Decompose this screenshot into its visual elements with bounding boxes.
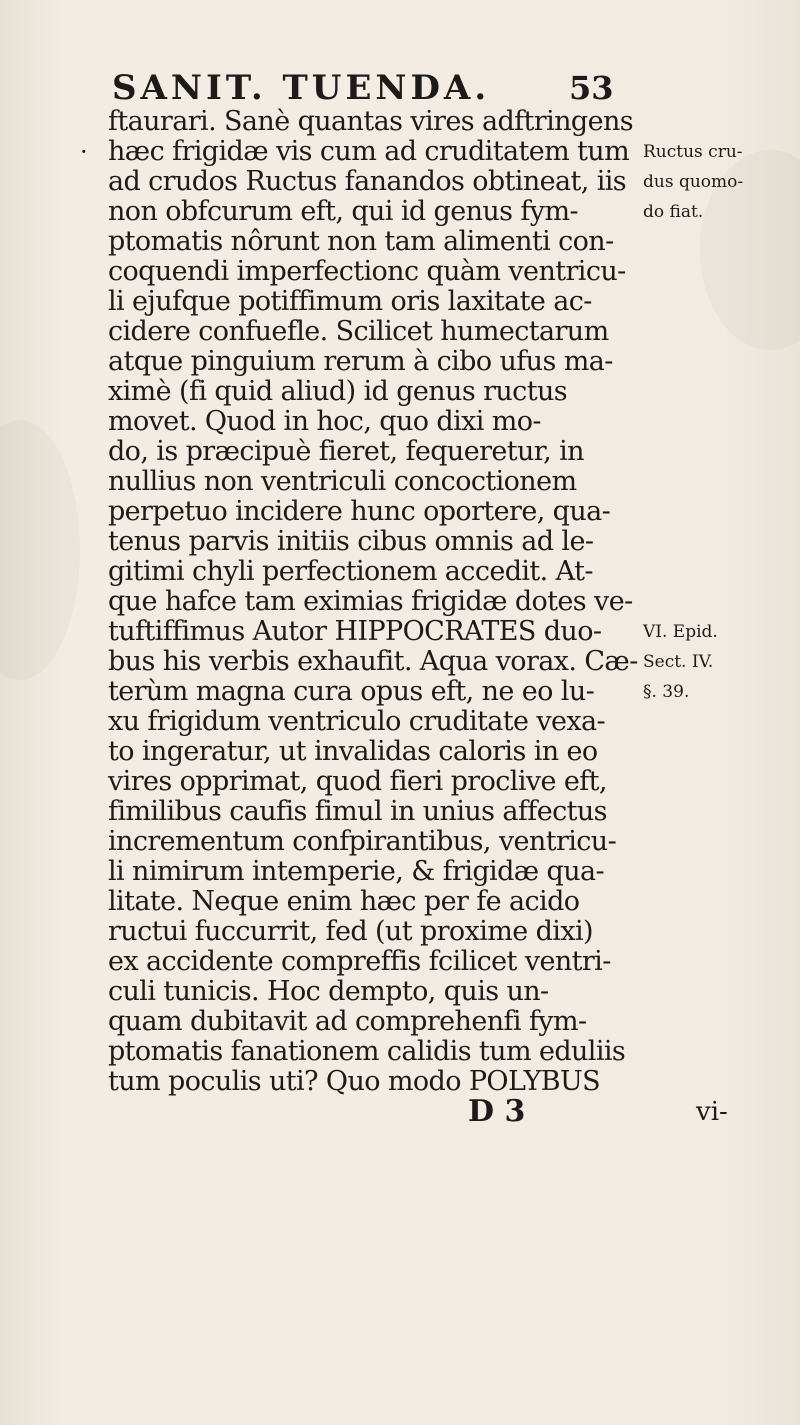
text-line: hæc frigidæ vis cum ad cruditatem tum — [108, 136, 630, 167]
text-line: bus his verbis exhaufit. Aqua vorax. Cæ- — [108, 646, 638, 677]
text-line: ximè (fi quid aliud) id genus ructus — [108, 376, 567, 407]
text-line: fimilibus caufis fimul in unius affectus — [108, 796, 607, 827]
margin-note: do fiat. — [643, 202, 704, 222]
margin-note: dus quomo- — [643, 172, 744, 192]
running-head: SANIT. TUENDA. — [112, 68, 491, 108]
text-line: xu frigidum ventriculo cruditate vexa- — [108, 706, 606, 737]
text-line: nullius non ventriculi concoctionem — [108, 466, 577, 497]
text-line: incrementum confpirantibus, ventricu- — [108, 826, 617, 857]
paper-stain — [0, 420, 80, 680]
margin-note: Sect. IV. — [643, 652, 714, 672]
catchword: vi- — [696, 1097, 728, 1127]
text-line: do, is præcipuè fieret, fequeretur, in — [108, 436, 584, 467]
left-margin-mark: · — [80, 138, 88, 166]
text-line: li ejufque potiffimum oris laxitate ac- — [108, 286, 592, 317]
text-line: gitimi chyli perfectionem accedit. At- — [108, 556, 593, 587]
text-line: coquendi imperfectionc quàm ventricu- — [108, 256, 626, 287]
text-line: ex accidente compreffis fcilicet ventri- — [108, 946, 611, 977]
text-line: non obfcurum eft, qui id genus fym- — [108, 196, 578, 227]
margin-note: Ructus cru- — [643, 142, 743, 162]
margin-note: VI. Epid. — [643, 622, 718, 642]
text-line: vires opprimat, quod fieri proclive eft, — [108, 766, 607, 797]
page-footer — [108, 1094, 728, 1129]
text-line: to ingeratur, ut invalidas caloris in eo — [108, 736, 598, 767]
text-line: atque pinguium rerum à cibo ufus ma- — [108, 346, 613, 377]
text-line: quam dubitavit ad comprehenfi fym- — [108, 1006, 587, 1037]
text-line: terùm magna cura opus eft, ne eo lu- — [108, 676, 595, 707]
text-line: que hafce tam eximias frigidæ dotes ve- — [108, 586, 633, 617]
text-line: ructui fuccurrit, fed (ut proxime dixi) — [108, 916, 593, 947]
text-line: ftaurari. Sanè quantas vires adftringens — [108, 106, 634, 137]
page-header — [0, 64, 800, 112]
text-line: li nimirum intemperie, & frigidæ qua- — [108, 856, 605, 887]
text-line: ptomatis nôrunt non tam alimenti con- — [108, 226, 614, 257]
text-line: tenus parvis initiis cibus omnis ad le- — [108, 526, 594, 557]
text-line: movet. Quod in hoc, quo dixi mo- — [108, 406, 541, 437]
text-line: perpetuo incidere hunc oportere, qua- — [108, 496, 611, 527]
text-line: ptomatis fanationem calidis tum eduliis — [108, 1036, 626, 1067]
text-line: litate. Neque enim hæc per fe acido — [108, 886, 580, 917]
text-line: culi tunicis. Hoc dempto, quis un- — [108, 976, 549, 1007]
margin-note: §. 39. — [643, 682, 690, 702]
text-line: cidere confuefle. Scilicet humectarum — [108, 316, 609, 347]
page-number: 53 — [569, 69, 614, 107]
text-line: ad crudos Ructus fanandos obtineat, iis — [108, 166, 627, 197]
text-line: tum poculis uti? Quo modo POLYBUS — [108, 1066, 601, 1097]
signature-mark: D 3 — [468, 1094, 526, 1129]
text-line: tuftiffimus Autor HIPPOCRATES duo- — [108, 616, 602, 647]
